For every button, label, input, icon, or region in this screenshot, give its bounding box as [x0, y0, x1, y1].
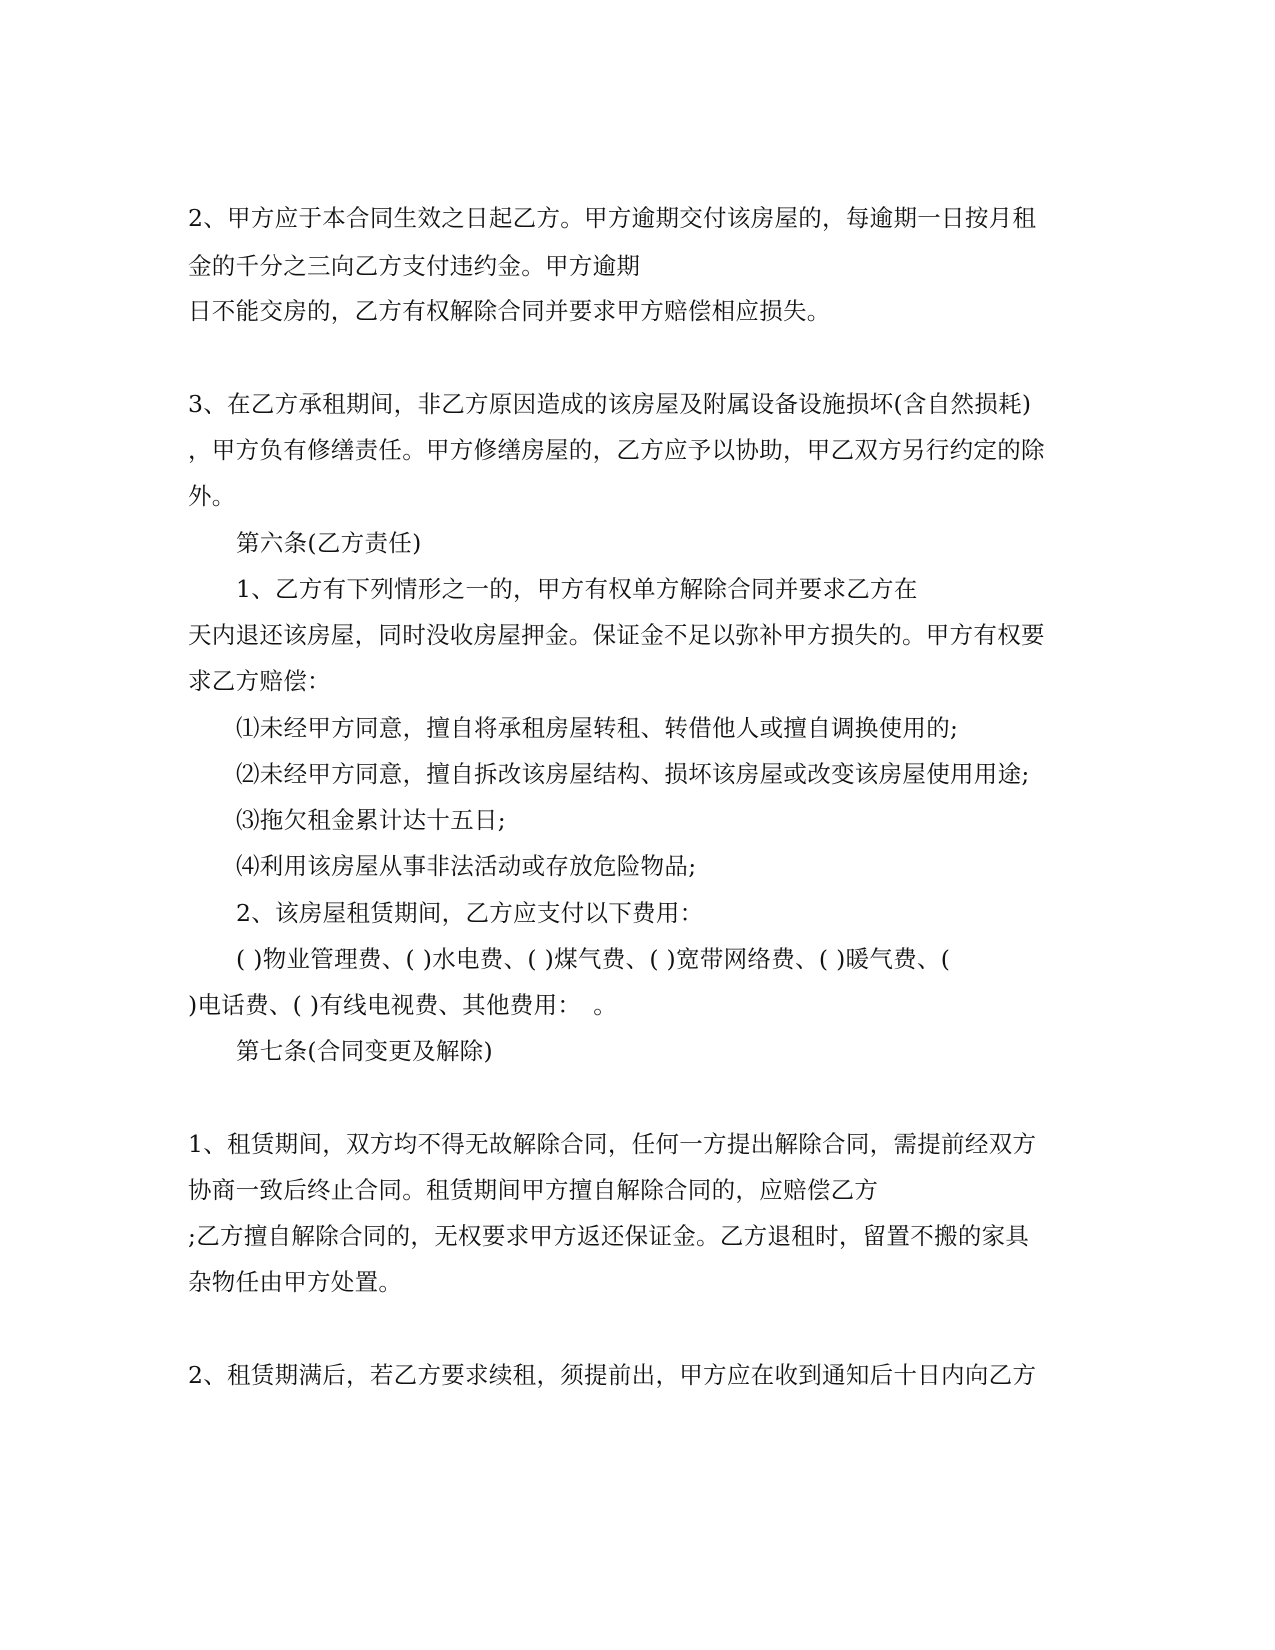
- clause-6-2-fees-line-1: ( )物业管理费、( )水电费、( )煤气费、( )宽带网络费、( )暖气费、(: [236, 945, 951, 973]
- clause-5-3-line-3: 外。: [188, 482, 236, 510]
- clause-5-2-line-3: 日不能交房的，乙方有权解除合同并要求甲方赔偿相应损失。: [188, 297, 831, 325]
- article-6-heading: 第六条(乙方责任): [236, 529, 422, 557]
- clause-6-1-item-3: ⑶拖欠租金累计达十五日;: [236, 806, 507, 834]
- clause-6-1-item-2: ⑵未经甲方同意，擅自拆改该房屋结构、损坏该房屋或改变该房屋使用用途;: [236, 760, 1030, 788]
- clause-7-1-line-2: 协商一致后终止合同。租赁期间甲方擅自解除合同的，应赔偿乙方: [188, 1176, 879, 1204]
- clause-6-2-line-1: 2、该房屋租赁期间，乙方应支付以下费用：: [236, 899, 704, 927]
- clause-7-1-line-1: 1、租赁期间，双方均不得无故解除合同，任何一方提出解除合同，需提前经双方: [188, 1130, 1037, 1158]
- clause-7-1-line-3: ;乙方擅自解除合同的，无权要求甲方返还保证金。乙方退租时，留置不搬的家具: [188, 1222, 1030, 1250]
- clause-6-1-item-1: ⑴未经甲方同意，擅自将承租房屋转租、转借他人或擅自调换使用的;: [236, 714, 959, 742]
- clause-6-1-line-1: 1、乙方有下列情形之一的，甲方有权单方解除合同并要求乙方在: [236, 575, 918, 603]
- clause-5-3-line-2: ，甲方负有修缮责任。甲方修缮房屋的，乙方应予以协助，甲乙双方另行约定的除: [188, 436, 1045, 464]
- article-7-heading: 第七条(合同变更及解除): [236, 1037, 493, 1065]
- clause-6-1-line-2: 天内退还该房屋，同时没收房屋押金。保证金不足以弥补甲方损失的。甲方有权要: [188, 621, 1045, 649]
- clause-5-2-line-2: 金的千分之三向乙方支付违约金。甲方逾期: [188, 252, 641, 280]
- clause-7-2-line-1: 2、租赁期满后，若乙方要求续租，须提前出，甲方应在收到通知后十日内向乙方: [188, 1361, 1037, 1389]
- clause-6-1-line-3: 求乙方赔偿：: [188, 667, 331, 695]
- clause-7-1-line-4: 杂物任由甲方处置。: [188, 1268, 403, 1296]
- clause-5-3-line-1: 3、在乙方承租期间，非乙方原因造成的该房屋及附属设备设施损坏(含自然损耗): [188, 390, 1032, 418]
- clause-5-2-line-1: 2、甲方应于本合同生效之日起乙方。甲方逾期交付该房屋的，每逾期一日按月租: [188, 204, 1037, 232]
- clause-6-2-fees-line-2: )电话费、( )有线电视费、其他费用： 。: [188, 991, 618, 1019]
- clause-6-1-item-4: ⑷利用该房屋从事非法活动或存放危险物品;: [236, 852, 697, 880]
